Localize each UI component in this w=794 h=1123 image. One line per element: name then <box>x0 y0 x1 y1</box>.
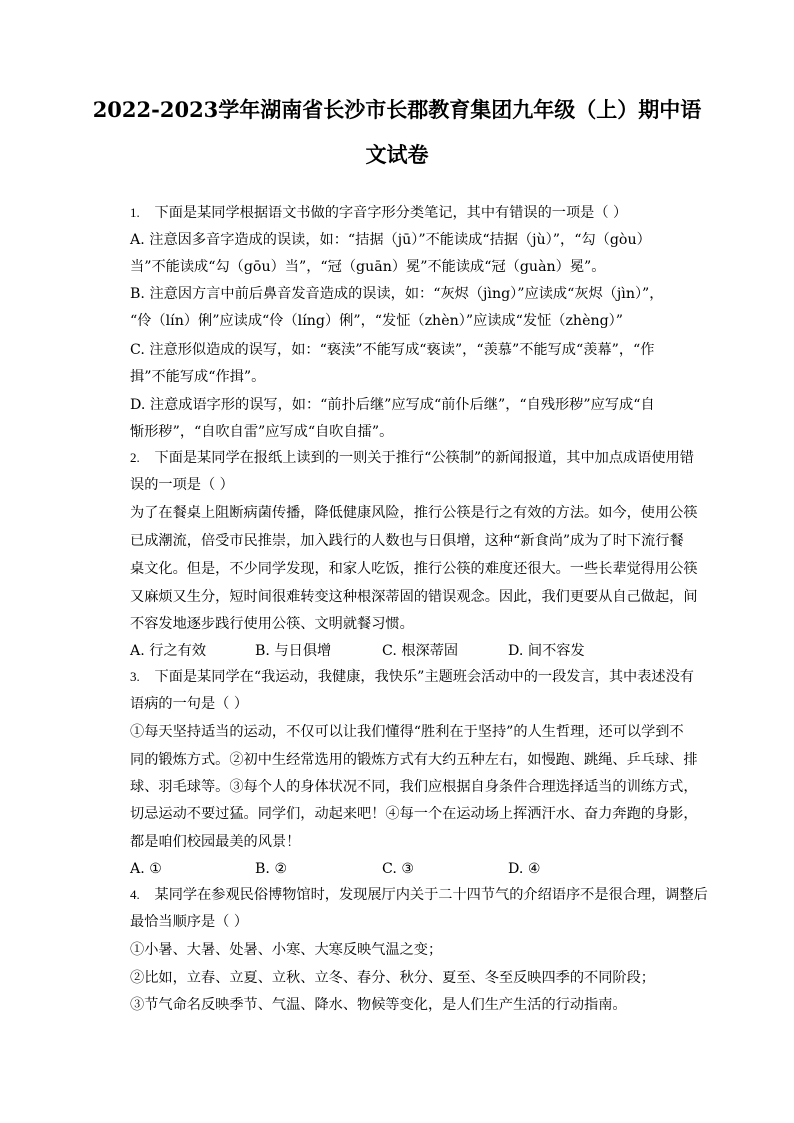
q1-option-a-line-1: A. 注意因多音字造成的误读，如：“拮据（jū）”不能读成“拮据（jù）”，“勾（gòu） <box>130 232 651 248</box>
q3-passage-line-1: ①每天坚持适当的运动，不仅可以让我们懂得“胜利在于坚持”的人生哲理，还可以学到不 <box>130 724 684 740</box>
q3-option-b[interactable]: B. ② <box>255 861 288 877</box>
question-1-number: 1. <box>130 205 140 220</box>
q2-passage-line-3: 桌文化。但是，不少同学发现，和家人吃饭，推行公筷的难度还很大。一些长辈觉得用公筷 <box>130 561 698 577</box>
question-4-number: 4. <box>130 887 140 902</box>
q1-option-a-line-2: 当”不能读成“勾（gōu）当”，“冠（guān）冕”不能读成“冠（guàn）冕”。 <box>130 259 606 275</box>
question-2-stem-line-2: 误的一项是（ ） <box>130 477 234 493</box>
q3-passage-line-5: 都是咱们校园最美的风景！ <box>130 834 301 850</box>
question-1-text: 下面是某同学根据语文书做的字音字形分类笔记，其中有错误的一项是（ ） <box>154 205 628 221</box>
q1-option-b-line-1: B. 注意因方言中前后鼻音发音造成的误读，如：“灰烬（jìng）”应读成“灰烬（jìn）”， <box>130 286 664 302</box>
question-3-stem <box>130 667 694 687</box>
question-4-stem <box>130 885 708 905</box>
question-4-text: 某同学在参观民俗博物馆时，发现展厅内关于二十四节气的介绍语序不是很合理，调整后 <box>154 887 708 903</box>
q2-option-a[interactable]: A. 行之有效 <box>130 643 207 659</box>
q4-sentence-1: ①小暑、大暑、处暑、小寒、大寒反映气温之变； <box>130 942 443 958</box>
q1-option-d-line-1: D. 注意成语字形的误写，如：“前扑后继”应写成“前仆后继”，“自残形秽”应写成“自 <box>130 397 655 413</box>
q3-option-a[interactable]: A. ① <box>130 861 162 877</box>
q2-option-b[interactable]: B. 与日俱增 <box>255 643 332 659</box>
q4-sentence-3: ③节气命名反映季节、气温、降水、物候等变化，是人们生产生活的行动指南。 <box>130 997 627 1013</box>
question-4-stem-line-2: 最恰当顺序是（ ） <box>130 914 249 930</box>
q1-option-c-line-2: 揖”不能写成“作揖”。 <box>130 369 266 385</box>
question-3-text: 下面是某同学在“我运动，我健康，我快乐”主题班会活动中的一段发言，其中表述没有 <box>154 669 694 685</box>
q3-option-d[interactable]: D. ④ <box>508 861 541 877</box>
q3-passage-line-4: 切忌运动不要过猛。同学们，动起来吧！④每一个在运动场上挥洒汗水、奋力奔跑的身影， <box>130 806 698 822</box>
question-2-number: 2. <box>130 450 140 465</box>
q3-passage-line-3: 球、羽毛球等。③每个人的身体状况不同，我们应根据自身条件合理选择适当的训练方式， <box>130 779 698 795</box>
q2-passage-line-2: 已成潮流，倍受市民推崇，加入践行的人数也与日俱增，这种“新食尚”成为了时下流行餐 <box>130 533 684 549</box>
exam-title-line-2: 文试卷 <box>365 142 429 167</box>
question-3-stem-line-2: 语病的一句是（ ） <box>130 696 249 712</box>
q1-option-d-line-2: 惭形秽”，“自吹自雷”应写成“自吹自擂”。 <box>130 424 394 440</box>
exam-title-line-1: 2022-2023学年湖南省长沙市长郡教育集团九年级（上）期中语 <box>92 97 702 122</box>
q4-sentence-2: ②比如，立春、立夏、立秋、立冬、春分、秋分、夏至、冬至反映四季的不同阶段； <box>130 970 655 986</box>
question-3-number: 3. <box>130 669 140 684</box>
question-1-stem <box>130 203 627 223</box>
q2-option-c[interactable]: C. 根深蒂固 <box>382 643 459 659</box>
q2-option-d[interactable]: D. 间不容发 <box>508 643 585 659</box>
q2-passage-line-1: 为了在餐桌上阻断病菌传播，降低健康风险，推行公筷是行之有效的方法。如今，使用公筷 <box>130 505 698 521</box>
q2-passage-line-5: 不容发地逐步践行使用公筷、文明就餐习惯。 <box>130 616 414 632</box>
q1-option-c-line-1: C. 注意形似造成的误写，如：“亵渎”不能写成“亵读”，“羡慕”不能写成“羡幕”，“作 <box>130 342 655 358</box>
q3-passage-line-2: 同的锻炼方式。②初中生经常选用的锻炼方式有大约五种左右，如慢跑、跳绳、乒乓球、排 <box>130 752 698 768</box>
question-2-stem <box>130 448 694 468</box>
q2-passage-line-4: 又麻烦又生分，短时间很难转变这种根深蒂固的错误观念。因此，我们更要从自己做起，间 <box>130 589 698 605</box>
q1-option-b-line-2: “伶（lín）俐”应读成“伶（líng）俐”，“发怔（zhèn）”应读成“发怔（zhèng）” <box>130 313 624 329</box>
question-2-text: 下面是某同学在报纸上读到的一则关于推行“公筷制”的新闻报道，其中加点成语使用错 <box>154 450 694 466</box>
q3-option-c[interactable]: C. ③ <box>382 861 415 877</box>
